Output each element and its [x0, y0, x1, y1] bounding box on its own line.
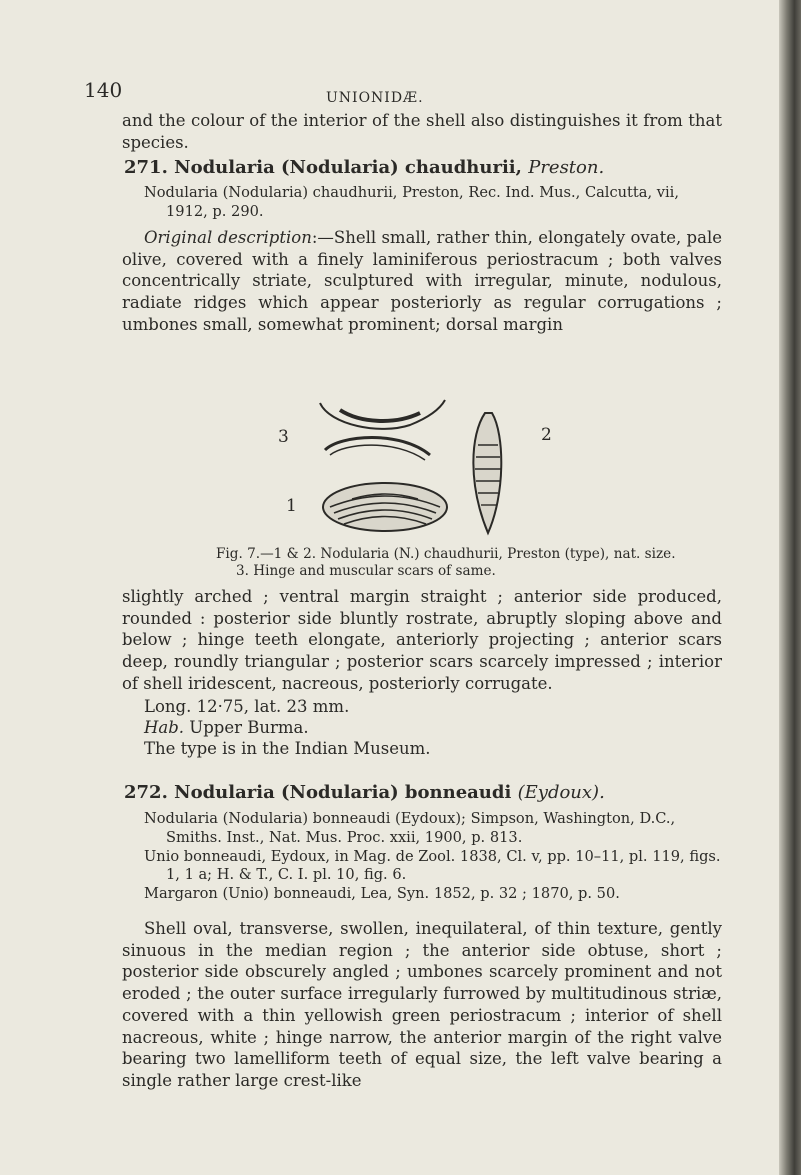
species-author: (Eydoux).	[517, 782, 605, 803]
habitat-text: Upper Burma.	[189, 718, 309, 737]
figure-label-2: 2	[541, 425, 552, 445]
citation-text: Nodularia (Nodularia) chaudhurii, Preston, Rec. Ind. Mus., Calcutta, vii, 1912, p. 290.	[144, 184, 679, 220]
caption-line-1: Fig. 7.—1 & 2. Nodularia (N.) chaudhurii, Preston (type), nat. size.	[216, 546, 676, 562]
species-271-type-note: The type is in the Indian Museum.	[144, 739, 431, 758]
citation-3: Margaron (Unio) bonneaudi, Lea, Syn. 1852, p. 32 ; 1870, p. 50.	[144, 885, 620, 903]
original-description-text: :—Shell small, rather thin, elongately ovate, pale olive, covered with a finely laminiferous periostracum ; both valves concentrically striate, sculptured with irregular, minute, nodulous, radiate ridges which appear posteriorly as regular corrugations ; umbones small, somewhat prominent; dorsal margin	[122, 228, 722, 334]
species-271-heading	[124, 157, 604, 178]
shell-illustration	[300, 395, 530, 540]
species-272-description: Shell oval, transverse, swollen, inequilateral, of thin texture, gently sinuous in the median region ; the anterior side obtuse, short ; posterior side obscurely angled ; umbones scarcely prominent and not eroded ; the outer surface irregularly furrowed by multitudinous striæ, covered with a thin yellowish green periostracum ; interior of shell nacreous, white ; hinge narrow, the anterior margin of the right valve bearing two lamelliform teeth of equal size, the left valve bearing a single rather large crest-like	[122, 919, 722, 1090]
citation-1: Nodularia (Nodularia) bonneaudi (Eydoux); Simpson, Washington, D.C., Smiths. Inst., Nat. Mus. Proc. xxii, 1900, p. 813.	[144, 810, 676, 846]
page-number: 140	[84, 78, 123, 102]
species-number: 271.	[124, 157, 168, 178]
figure-label-3: 3	[278, 427, 289, 447]
figure-caption	[216, 546, 676, 580]
figure-label-1: 1	[286, 496, 297, 516]
species-271-citation	[144, 184, 724, 222]
species-name: Nodularia (Nodularia) bonneaudi	[174, 782, 512, 803]
species-name: Nodularia (Nodularia) chaudhurii,	[174, 157, 522, 178]
running-head: UNIONIDÆ.	[326, 90, 424, 106]
species-271-continued-text: slightly arched ; ventral margin straight ; anterior side produced, rounded : posterior side bluntly rostrate, abruptly sloping above and below ; hinge teeth elongate, anteriorly projecting ; anterior scars deep, roundly triangular ; posterior scars scarcely impressed ; interior of shell iridescent, nacreous, posteriorly corrugate.	[122, 587, 722, 693]
book-spine-edge	[779, 0, 801, 1175]
species-author: Preston.	[528, 157, 605, 178]
caption-line-2: 3. Hinge and muscular scars of same.	[236, 563, 496, 579]
species-number: 272.	[124, 782, 168, 803]
species-272-citations	[144, 810, 724, 904]
species-271-measurements: Long. 12·75, lat. 23 mm.	[144, 697, 350, 716]
species-272-heading	[124, 782, 605, 803]
habitat-label: Hab.	[144, 718, 185, 737]
species-271-original-description	[122, 227, 722, 336]
species-271-habitat	[122, 717, 722, 739]
original-description-label: Original description	[144, 228, 312, 247]
shell-figure	[300, 395, 530, 540]
citation-2: Unio bonneaudi, Eydoux, in Mag. de Zool. 1838, Cl. v, pp. 10–11, pl. 119, figs. 1, 1 a; H. & T., C. I. pl. 10, fig. 6.	[144, 847, 721, 884]
intro-paragraph: and the colour of the interior of the shell also distinguishes it from that species.	[122, 111, 722, 152]
